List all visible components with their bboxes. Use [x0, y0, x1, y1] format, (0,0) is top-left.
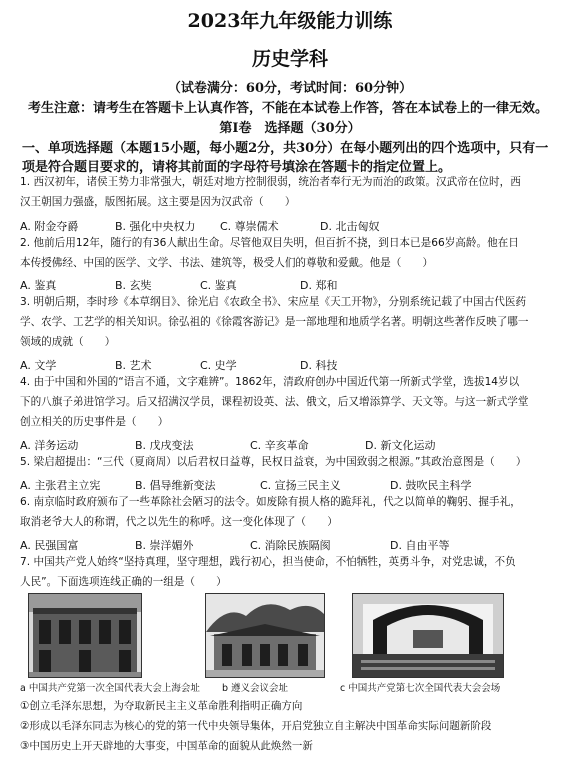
question-line: 学、农学、工艺学的相关知识。徐弘祖的《徐霞客游记》是一部地理和地质学名著。明朝这些著作反映了哪一 — [20, 316, 529, 328]
question-line: 5. 梁启超提出：“三代（夏商周）以后君权日益尊，民权日益衰，为中国致弱之根源。”其政治意图是（ ） — [20, 456, 527, 468]
question-line: 下的八旗子弟进馆学习。后又招满汉学员，课程初设英、法、俄文，后又增添算学、天文等。与这一新式学堂 — [20, 396, 529, 408]
question-line: 创立相关的历史事件是（ ） — [20, 416, 169, 428]
question-3 — [20, 292, 529, 352]
photo-seventh-congress-hall — [352, 593, 504, 678]
building-image — [206, 594, 324, 677]
question-line: 4. 由于中国和外国的“语言不通，文字难辨”。1862年，清政府创办中国近代第一所新式学堂，选拔14岁以 — [20, 376, 520, 388]
option-d[interactable]: D. 新文化运动 — [365, 439, 436, 452]
caption-c: c 中国共产党第七次全国代表大会会场 — [340, 683, 501, 694]
option-a[interactable]: A. 主张君主立宪 — [20, 479, 101, 492]
question-1 — [20, 172, 521, 212]
option-c[interactable]: C. 宣扬三民主义 — [260, 479, 341, 492]
photo-zunyi-site — [205, 593, 325, 678]
option-c[interactable]: C. 尊崇儒术 — [220, 220, 279, 233]
question-line: 本传授佛经、中国的医学、文学、书法、建筑等，极受人们的尊敬和爱戴。他是（ ） — [20, 257, 434, 269]
exam-notice: 考生注意：请考生在答题卡上认真作答，不能在本试卷上作答，答在本试卷上的一律无效。 — [28, 101, 549, 116]
option-b[interactable]: B. 强化中央权力 — [115, 220, 196, 233]
question-2 — [20, 233, 519, 273]
section-instruction-2: 项是符合题目要求的，请将其前面的字母符号填涂在答题卡的指定位置上。 — [22, 160, 452, 175]
option-a[interactable]: A. 附金夺爵 — [20, 220, 79, 233]
option-b[interactable]: B. 玄奘 — [115, 279, 152, 292]
statement-2: ②形成以毛泽东同志为核心的党的第一代中央领导集体，开启党独立自主解决中国革命实际问题新阶段 — [20, 720, 492, 732]
option-a[interactable]: A. 文学 — [20, 359, 57, 372]
option-a[interactable]: A. 鉴真 — [20, 279, 57, 292]
option-d[interactable]: D. 郑和 — [300, 279, 338, 292]
option-c[interactable]: C. 辛亥革命 — [250, 439, 309, 452]
question-line: 1. 西汉初年，诸侯王势力非常强大，朝廷对地方控制很弱，统治者奉行无为而治的政策。汉武帝在位时，西 — [20, 176, 521, 188]
part-heading: 第Ⅰ卷 选择题（30分） — [219, 121, 361, 136]
exam-subject: 历史学科 — [251, 48, 328, 70]
option-b[interactable]: B. 崇洋媚外 — [135, 539, 194, 552]
hall-image — [353, 594, 503, 677]
question-line: 3. 明朝后期，李时珍《本草纲目》、徐光启《农政全书》、宋应星《天工开物》，分别系统记载了中国古代医药 — [20, 296, 527, 308]
option-b[interactable]: B. 倡导维新变法 — [135, 479, 216, 492]
statement-3: ③中国历史上开天辟地的大事变，中国革命的面貌从此焕然一新 — [20, 740, 313, 752]
option-c[interactable]: C. 史学 — [200, 359, 237, 372]
option-d[interactable]: D. 鼓吹民主科学 — [390, 479, 472, 492]
caption-a: a 中国共产党第一次全国代表大会上海会址 — [20, 683, 200, 694]
question-line: 6. 南京临时政府颁布了一些革除社会陋习的法令。如废除有损人格的跪拜礼，代之以简单的鞠躬、握手礼， — [20, 496, 521, 508]
option-b[interactable]: B. 戊戌变法 — [135, 439, 194, 452]
question-5 — [20, 452, 526, 472]
photo-first-congress-site — [28, 593, 142, 678]
question-line: 汉王朝国力强盛，版图拓展。这主要是因为汉武帝（ ） — [20, 196, 296, 208]
caption-b: b 遵义会议会址 — [222, 683, 289, 694]
exam-title: 2023年九年级能力训练 — [187, 10, 393, 32]
exam-meta: （试卷满分：60分，考试时间：60分钟） — [167, 81, 413, 96]
option-c[interactable]: C. 鉴真 — [200, 279, 237, 292]
statement-1: ①创立毛泽东思想，为夺取新民主主义革命胜利指明正确方向 — [20, 700, 303, 712]
section-instruction-1: 一、单项选择题（本题15小题，每小题2分，共30分）在每小题列出的四个选项中，只有一 — [22, 141, 549, 156]
question-line: 7. 中国共产党人始终“坚持真理，坚守理想，践行初心，担当使命，不怕牺牲，英勇斗争，对党忠诚，不负 — [20, 556, 516, 568]
option-b[interactable]: B. 艺术 — [115, 359, 152, 372]
option-d[interactable]: D. 自由平等 — [390, 539, 450, 552]
building-image — [29, 594, 141, 677]
question-line: 取消老爷大人的称谓，代之以先生的称呼。这一变化体现了（ ） — [20, 516, 338, 528]
question-6 — [20, 492, 521, 532]
question-line: 领域的成就（ ） — [20, 336, 116, 348]
question-line: 2. 他前后用12年，随行的有36人献出生命。尽管他双目失明，但百折不挠，到日本已是66岁高龄。他在日 — [20, 237, 519, 249]
option-a[interactable]: A. 民强国富 — [20, 539, 79, 552]
question-line: 人民”。下面选项连线正确的一组是（ ） — [20, 576, 227, 588]
option-d[interactable]: D. 科技 — [300, 359, 338, 372]
option-a[interactable]: A. 洋务运动 — [20, 439, 79, 452]
question-7 — [20, 552, 516, 592]
option-d[interactable]: D. 北击匈奴 — [320, 220, 380, 233]
question-4 — [20, 372, 529, 432]
option-c[interactable]: C. 消除民族隔阂 — [250, 539, 331, 552]
